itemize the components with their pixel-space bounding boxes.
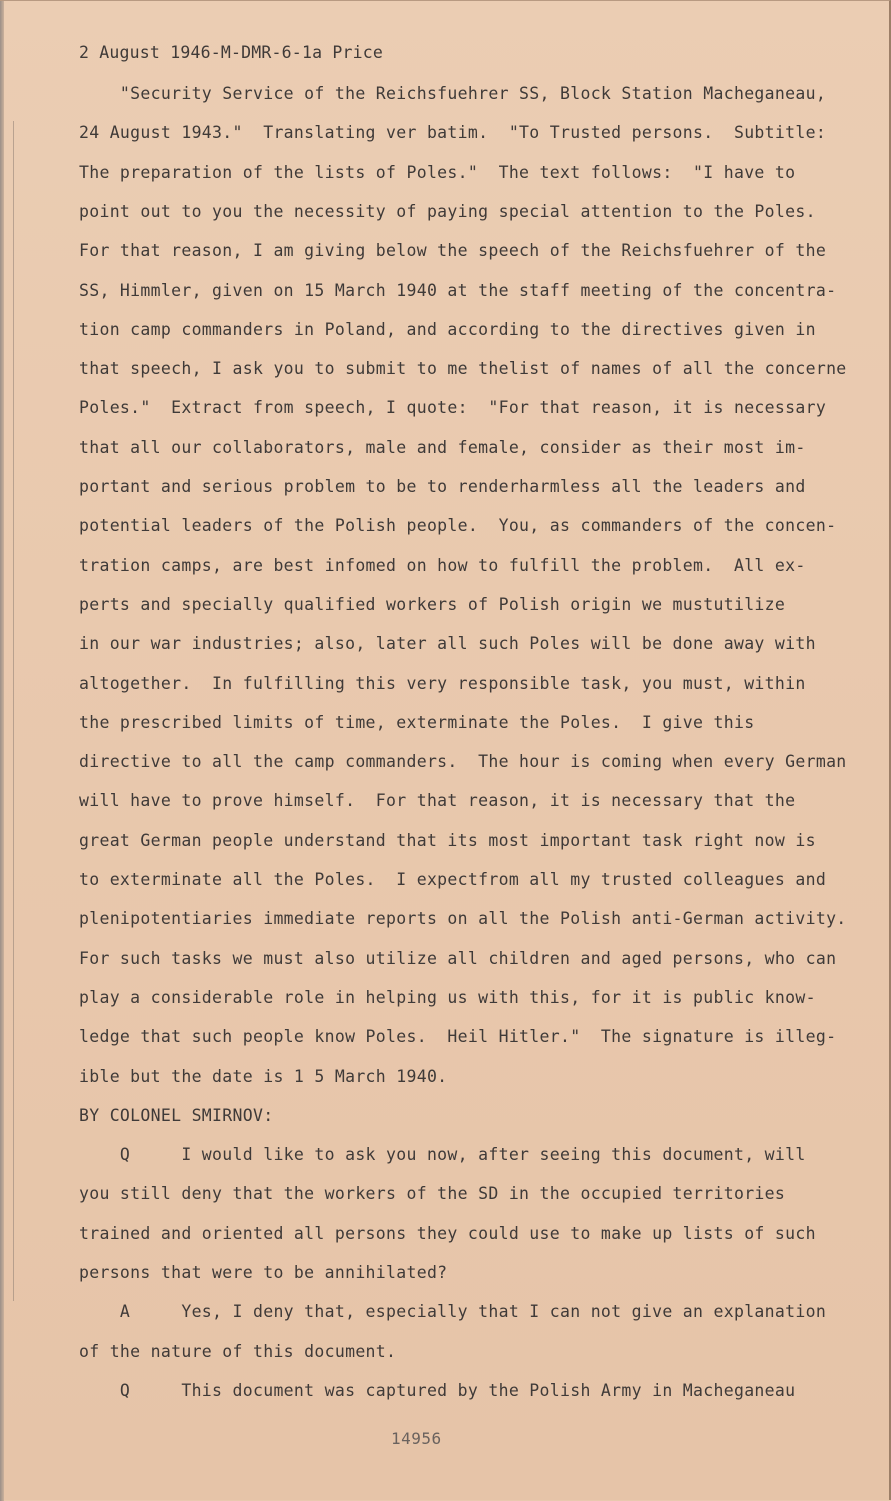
page-left-edge (0, 1, 4, 1501)
text-line: persons that were to be annihilated? (79, 1263, 448, 1282)
text-line: Poles." Extract from speech, I quote: "For that reason, it is necessary (79, 398, 827, 418)
text-line: ledge that such people know Poles. Heil Hitler." The signature is illeg- (79, 1027, 837, 1047)
text-line: ible but the date is 1 5 March 1940. (79, 1066, 448, 1086)
text-line: play a considerable role in helping us with this, for it is public know- (79, 987, 816, 1007)
text-line: 24 August 1943." Translating ver batim. "To Trusted persons. Subtitle: (79, 123, 827, 143)
text-line: trained and oriented all persons they could use to make up lists of such (79, 1223, 816, 1243)
text-line: BY COLONEL SMIRNOV: (79, 1105, 274, 1125)
text-line: to exterminate all the Poles. I expectfrom all my trusted colleagues and (79, 870, 827, 889)
text-line: potential leaders of the Polish people. You, as commanders of the concen- (79, 516, 837, 536)
text-line: Q I would like to ask you now, after seeing this document, will (79, 1145, 806, 1165)
binding-line (13, 121, 14, 1301)
text-line: in our war industries; also, later all such Poles will be done away with (79, 634, 816, 654)
text-line: altogether. In fulfilling this very responsible task, you must, within (79, 673, 806, 693)
text-line: A Yes, I deny that, especially that I can not give an explanation (79, 1302, 827, 1322)
text-line: SS, Himmler, given on 15 March 1940 at the staff meeting of the concentra- (79, 280, 837, 300)
text-line: the prescribed limits of time, exterminate the Poles. I give this (79, 712, 755, 732)
text-line: plenipotentiaries immediate reports on all the Polish anti-German activity. (79, 909, 847, 929)
text-line: you still deny that the workers of the SD in the occupied territories (79, 1184, 786, 1204)
page-number: 14956 (391, 1429, 442, 1448)
text-line: tion camp commanders in Poland, and according to the directives given in (79, 319, 816, 339)
text-line: Q This document was captured by the Polish Army in Macheganeau (79, 1380, 796, 1400)
text-line: directive to all the camp commanders. The hour is coming when every German (79, 752, 847, 772)
text-line: portant and serious problem to be to renderharmless all the leaders and (79, 477, 806, 496)
text-line: that speech, I ask you to submit to me thelist of names of all the concerne (79, 359, 847, 379)
text-line: that all our collaborators, male and female, consider as their most im- (79, 437, 806, 457)
text-line: will have to prove himself. For that reason, it is necessary that the (79, 791, 796, 811)
text-line: "Security Service of the Reichsfuehrer SS, Block Station Macheganeau, (79, 84, 827, 103)
document-header: 2 August 1946-M-DMR-6-1a Price (79, 43, 384, 62)
text-line: of the nature of this document. (79, 1341, 397, 1361)
text-line: tration camps, are best infomed on how to fulfill the problem. All ex- (79, 555, 806, 575)
text-line: The preparation of the lists of Poles." The text follows: "I have to (79, 162, 796, 182)
text-line: point out to you the necessity of paying special attention to the Poles. (79, 201, 816, 221)
text-line: For that reason, I am giving below the speech of the Reichsfuehrer of the (79, 241, 827, 261)
text-line: For such tasks we must also utilize all children and aged persons, who can (79, 948, 837, 968)
text-line: perts and specially qualified workers of Polish origin we mustutilize (79, 594, 786, 614)
text-line: great German people understand that its most important task right now is (79, 830, 816, 850)
